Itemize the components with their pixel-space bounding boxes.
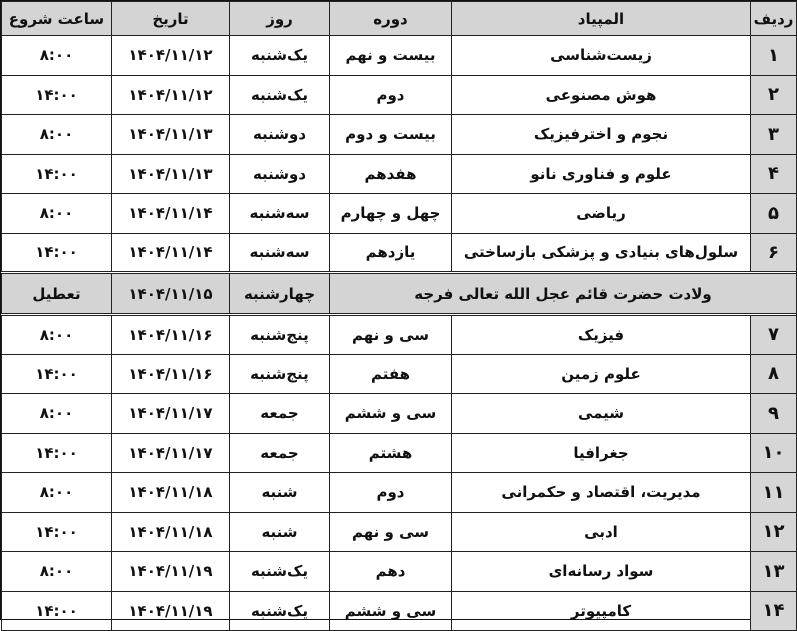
row-radif: ۱۱ — [751, 473, 797, 513]
table-row — [2, 354, 797, 394]
header-saat: ساعت شروع — [2, 2, 112, 36]
row-dore: دوم — [330, 75, 452, 115]
row-tarikh: ۱۴۰۴/۱۱/۱۷ — [112, 433, 230, 473]
row-rooz: یک‌شنبه — [230, 552, 330, 592]
row-rooz: یک‌شنبه — [230, 591, 330, 631]
row-dore: یازدهم — [330, 233, 452, 273]
header-rooz: روز — [230, 2, 330, 36]
header-row — [2, 2, 797, 36]
row-saat: ۸:۰۰ — [2, 315, 112, 355]
table-row — [2, 552, 797, 592]
row-saat: ۱۴:۰۰ — [2, 433, 112, 473]
row-rooz: پنج‌شنبه — [230, 315, 330, 355]
row-tarikh: ۱۴۰۴/۱۱/۱۶ — [112, 354, 230, 394]
row-rooz: شنبه — [230, 473, 330, 513]
table-row — [2, 512, 797, 552]
row-dore: بیست و دوم — [330, 115, 452, 155]
holiday-occasion: ولادت حضرت قائم عجل الله تعالی فرجه — [330, 273, 797, 315]
row-olympiad: علوم زمین — [452, 354, 751, 394]
row-dore: بیست و نهم — [330, 36, 452, 76]
table-row — [2, 194, 797, 234]
row-dore: دهم — [330, 552, 452, 592]
table-row — [2, 75, 797, 115]
row-radif: ۱ — [751, 36, 797, 76]
row-tarikh: ۱۴۰۴/۱۱/۱۴ — [112, 233, 230, 273]
row-olympiad: مدیریت، اقتصاد و حکمرانی — [452, 473, 751, 513]
row-saat: ۱۴:۰۰ — [2, 233, 112, 273]
row-tarikh: ۱۴۰۴/۱۱/۱۳ — [112, 154, 230, 194]
row-dore: سی و ششم — [330, 394, 452, 434]
holiday-status: تعطیل — [2, 273, 112, 315]
row-saat: ۱۴:۰۰ — [2, 591, 112, 631]
row-olympiad: زیست‌شناسی — [452, 36, 751, 76]
row-tarikh: ۱۴۰۴/۱۱/۱۴ — [112, 194, 230, 234]
row-tarikh: ۱۴۰۴/۱۱/۱۶ — [112, 315, 230, 355]
row-radif: ۶ — [751, 233, 797, 273]
row-radif: ۴ — [751, 154, 797, 194]
table-row — [2, 115, 797, 155]
row-dore: سی و ششم — [330, 591, 452, 631]
row-tarikh: ۱۴۰۴/۱۱/۱۹ — [112, 591, 230, 631]
holiday-row — [2, 273, 797, 315]
row-radif: ۱۲ — [751, 512, 797, 552]
row-dore: چهل و چهارم — [330, 194, 452, 234]
row-radif: ۲ — [751, 75, 797, 115]
row-rooz: یک‌شنبه — [230, 36, 330, 76]
row-tarikh: ۱۴۰۴/۱۱/۱۹ — [112, 552, 230, 592]
row-olympiad: سواد رسانه‌ای — [452, 552, 751, 592]
row-olympiad: جغرافیا — [452, 433, 751, 473]
row-rooz: جمعه — [230, 394, 330, 434]
row-tarikh: ۱۴۰۴/۱۱/۱۸ — [112, 512, 230, 552]
table-row — [2, 154, 797, 194]
row-olympiad: هوش مصنوعی — [452, 75, 751, 115]
table-row — [2, 433, 797, 473]
row-dore: هشتم — [330, 433, 452, 473]
table-row — [2, 36, 797, 76]
row-radif: ۹ — [751, 394, 797, 434]
row-olympiad: کامپیوتر — [452, 591, 751, 631]
row-dore: هفتم — [330, 354, 452, 394]
row-rooz: دوشنبه — [230, 115, 330, 155]
row-tarikh: ۱۴۰۴/۱۱/۱۲ — [112, 36, 230, 76]
row-rooz: دوشنبه — [230, 154, 330, 194]
row-tarikh: ۱۴۰۴/۱۱/۱۳ — [112, 115, 230, 155]
row-dore: دوم — [330, 473, 452, 513]
row-olympiad: ادبی — [452, 512, 751, 552]
table-row — [2, 394, 797, 434]
row-rooz: پنج‌شنبه — [230, 354, 330, 394]
header-olympiad: المپیاد — [452, 2, 751, 36]
row-saat: ۸:۰۰ — [2, 394, 112, 434]
header-radif: ردیف — [751, 2, 797, 36]
row-olympiad: سلول‌های بنیادی و پزشکی بازساختی — [452, 233, 751, 273]
row-radif: ۵ — [751, 194, 797, 234]
row-saat: ۸:۰۰ — [2, 115, 112, 155]
holiday-tarikh: ۱۴۰۴/۱۱/۱۵ — [112, 273, 230, 315]
row-radif: ۷ — [751, 315, 797, 355]
row-rooz: جمعه — [230, 433, 330, 473]
row-saat: ۸:۰۰ — [2, 473, 112, 513]
row-saat: ۸:۰۰ — [2, 552, 112, 592]
table-row — [2, 233, 797, 273]
row-olympiad: ریاضی — [452, 194, 751, 234]
table-row — [2, 315, 797, 355]
row-radif: ۸ — [751, 354, 797, 394]
row-rooz: سه‌شنبه — [230, 194, 330, 234]
header-dore: دوره — [330, 2, 452, 36]
row-olympiad: فیزیک — [452, 315, 751, 355]
row-olympiad: نجوم و اخترفیزیک — [452, 115, 751, 155]
row-tarikh: ۱۴۰۴/۱۱/۱۸ — [112, 473, 230, 513]
row-radif: ۱۰ — [751, 433, 797, 473]
row-saat: ۱۴:۰۰ — [2, 154, 112, 194]
row-olympiad: شیمی — [452, 394, 751, 434]
row-saat: ۸:۰۰ — [2, 36, 112, 76]
row-rooz: شنبه — [230, 512, 330, 552]
row-radif: ۱۳ — [751, 552, 797, 592]
row-olympiad: علوم و فناوری نانو — [452, 154, 751, 194]
row-dore: سی و نهم — [330, 315, 452, 355]
row-rooz: یک‌شنبه — [230, 75, 330, 115]
row-tarikh: ۱۴۰۴/۱۱/۱۲ — [112, 75, 230, 115]
table-row — [2, 473, 797, 513]
row-rooz: سه‌شنبه — [230, 233, 330, 273]
row-tarikh: ۱۴۰۴/۱۱/۱۷ — [112, 394, 230, 434]
row-saat: ۱۴:۰۰ — [2, 75, 112, 115]
holiday-rooz: چهارشنبه — [230, 273, 330, 315]
row-dore: سی و نهم — [330, 512, 452, 552]
row-radif: ۱۴ — [751, 591, 797, 631]
table-row — [2, 591, 797, 631]
row-saat: ۱۴:۰۰ — [2, 354, 112, 394]
row-radif: ۳ — [751, 115, 797, 155]
row-saat: ۸:۰۰ — [2, 194, 112, 234]
header-tarikh: تاریخ — [112, 2, 230, 36]
schedule-table — [1, 1, 797, 631]
row-dore: هفدهم — [330, 154, 452, 194]
row-saat: ۱۴:۰۰ — [2, 512, 112, 552]
